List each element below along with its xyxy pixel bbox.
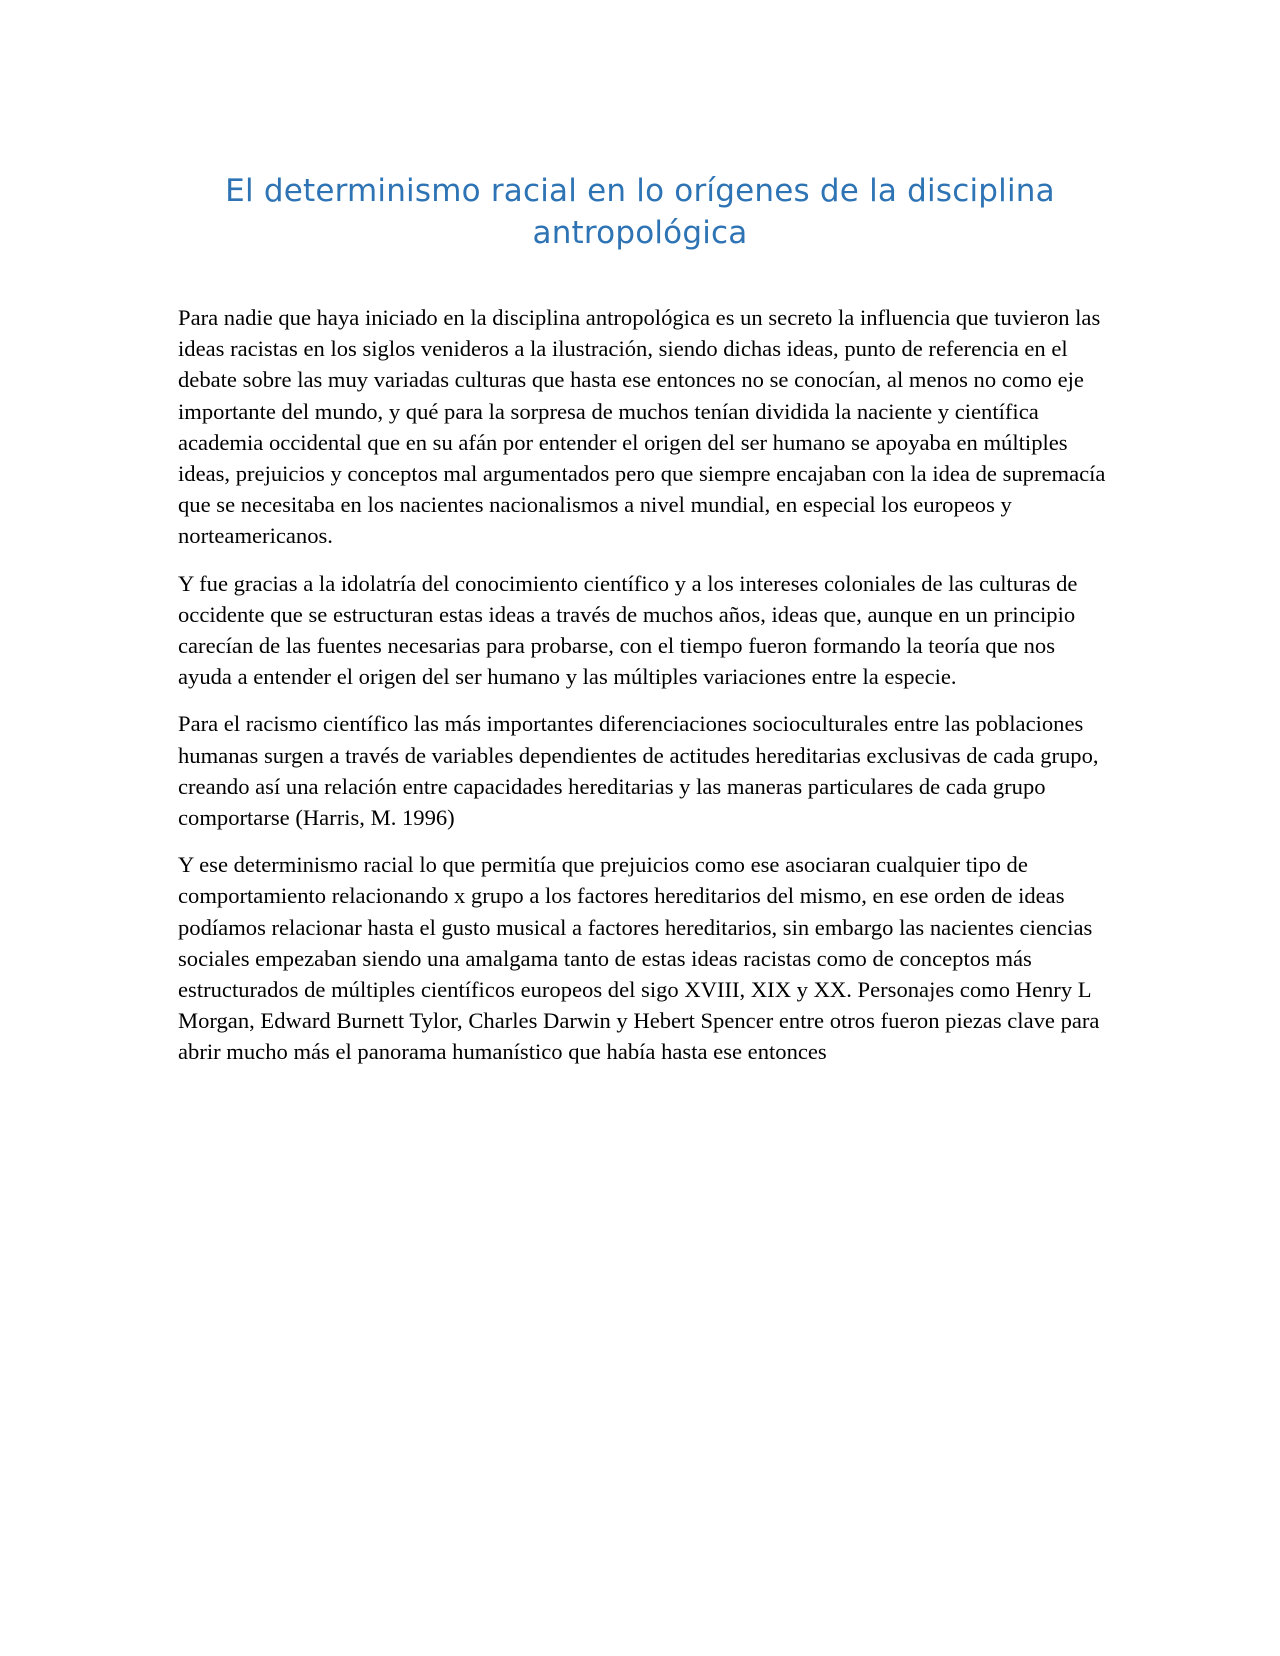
paragraph-2: Y fue gracias a la idolatría del conocimiento científico y a los intereses coloniales de las culturas de occidente que se estructuran estas ideas a través de muchos años, ideas que, aunque en un principio carecían de las fuentes necesarias para probarse, con el tiempo fueron formando la teoría que nos ayuda a entender el origen del ser humano y las múltiples variaciones entre la especie. bbox=[178, 570, 1078, 690]
paragraph-4: Y ese determinismo racial lo que permitía que prejuicios como ese asociaran cualquier tipo de comportamiento relacionando x grupo a los factores hereditarios del mismo, en ese orden de ideas podíamos relacionar hasta el gusto musical a factores hereditarios, sin embargo las nacientes ciencias sociales empezaban siendo una amalgama tanto de estas ideas racistas como de conceptos más estructurados de múltiples científicos europeos del sigo XVIII, XIX y XX. Personajes como Henry L Morgan, Edward Burnett Tylor, Charles Darwin y Hebert Spencer entre otros fueron piezas clave para abrir mucho más el panorama humanístico que había hasta ese entonces bbox=[178, 852, 1100, 1065]
document-title: El determinismo racial en lo orígenes de la disciplina antropológica bbox=[225, 173, 1055, 251]
paragraph-3: Para el racismo científico las más importantes diferenciaciones socioculturales entre las poblaciones humanas surgen a través de variables dependientes de actitudes hereditarias exclusivas de cada grupo, creando así una relación entre capacidades hereditarias y las maneras particulares de cada grupo comportarse (Harris, M. 1996) bbox=[178, 711, 1099, 831]
paragraph-1: Para nadie que haya iniciado en la disciplina antropológica es un secreto la influencia que tuvieron las ideas racistas en los siglos venideros a la ilustración, siendo dichas ideas, punto de referencia en el debate sobre las muy variadas culturas que hasta ese entonces no se conocían, al menos no como eje importante del mundo, y qué para la sorpresa de muchos tenían dividida la naciente y científica academia occidental que en su afán por entender el origen del ser humano se apoyaba en múltiples ideas, prejuicios y conceptos mal argumentados pero que siempre encajaban con la idea de supremacía que se necesitaba en los nacientes nacionalismos a nivel mundial, en especial los europeos y norteamericanos. bbox=[178, 305, 1106, 549]
document-body bbox=[178, 302, 1108, 1084]
